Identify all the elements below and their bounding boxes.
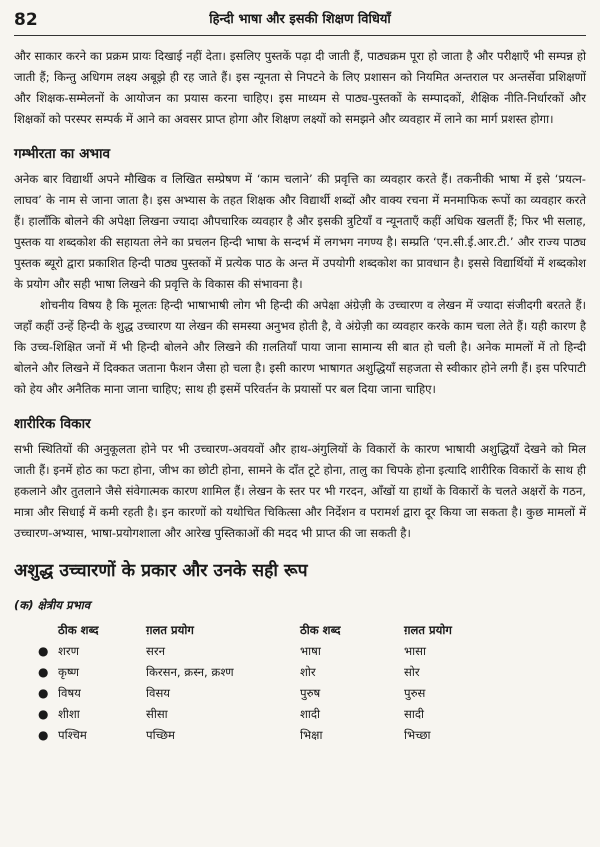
correct-word: शोर: [300, 665, 316, 679]
table-row: [14, 683, 586, 704]
physical-disorder-paragraph: सभी स्थितियों की अनुकूलता होने पर भी उच्चारण-अवयवों और हाथ-अंगुलियों के विकारों के कारण भाषायी अशुद्धियाँ देखने को मिल जाती हैं। इनमें होठ का फटा होना, जीभ का छोटी होना, सामने के दाँत टूटे होना, तालु का चिपके होना इत्यादि शारीरिक विकारों के साथ ही हकलाने और तुतलाने जैसे संवेगात्मक कारण शामिल हैं। लेखन के स्तर पर भी गरदन, आँखों या हाथों के विकारों के चलते अक्षरों के गठन, मात्रा और सिधाई में कमी रहती है। इन कारणों को यथोचित चिकित्सा और निर्देशन व परामर्श द्वारा दूर किया जा सकता है। कुछ मामलों में उच्चारण-अभ्यास, भाषा-प्रयोगशाला और आरेख पुस्तिकाओं की मदद भी प्राप्त की जा सकती है।: [14, 442, 587, 540]
seriousness-paragraph-1: अनेक बार विद्यार्थी अपने मौखिक व लिखित सम्प्रेषण में ‘काम चलाने’ की प्रवृत्ति का व्यवहार करते हैं। तकनीकी भाषा में इसे ‘प्रयत्न-लाघव’ के नाम से जाना जाता है। इस अभ्यास के तहत शिक्षक और विद्यार्थी शब्दों और वाक्य रचना में मनमाफिक रूपों का व्यवहार करते हैं। हालाँकि बोलने की अपेक्षा लिखना ज्यादा औपचारिक व्यवहार है और इसकी त्रुटियाँ व न्यूनताएँ कहीं अधिक खलतीं हैं; फिर भी सलाह, पुस्तक या शब्दकोश की सहायता लेने का प्रचलन हिन्दी भाषा के सन्दर्भ में लगभग नगण्य है। सम्प्रति ‘एन.सी.ई.आर.टी.’ और राज्य पाठ्य पुस्तक ब्यूरो द्वारा प्रकाशित हिन्दी पाठ्य पुस्तकों में प्रत्येक पाठ के अन्त में उपयोगी शब्दकोश का प्रावधान है। इससे विद्यार्थियों में शब्दकोश के प्रयोग और सही भाषा लिखने की प्रवृत्ति के विकास की संभावना है।: [14, 172, 586, 291]
incorrect-usage: पुरुस: [404, 686, 426, 700]
page-body: [14, 46, 586, 746]
subheading-regional-influence: (क) क्षेत्रीय प्रभाव: [14, 598, 91, 612]
table-row: [14, 704, 586, 725]
incorrect-usage: भिच्छा: [404, 728, 431, 742]
section-heading-physical-disorder: शारीरिक विकार: [14, 416, 91, 432]
page-number: 82: [14, 10, 38, 30]
correct-word: भाषा: [300, 644, 321, 658]
table-row: [14, 725, 586, 746]
correct-word: भिक्षा: [300, 728, 323, 742]
incorrect-usage: सादी: [404, 707, 424, 721]
incorrect-usage: सरन: [146, 644, 166, 658]
incorrect-usage: सीसा: [146, 707, 168, 721]
correct-word: पश्चिम: [58, 728, 87, 742]
column-header: ग़लत प्रयोग: [404, 623, 452, 637]
running-title: हिन्दी भाषा और इसकी शिक्षण विधियाँ: [209, 12, 391, 27]
word-correction-table: [14, 620, 586, 746]
incorrect-usage: किरसन, क्रस्न, क्रश्ण: [146, 665, 234, 679]
bullet-icon: ●: [38, 707, 49, 721]
correct-word: कृष्ण: [58, 665, 80, 679]
intro-paragraph: और साकार करने का प्रक्रम प्रायः दिखाई नहीं देता। इसलिए पुस्तकें पढ़ा दी जाती हैं, पाठ्यक्रम पूरा हो जाता है और परीक्षाएँ भी सम्पन्न हो जाती हैं; किन्तु अधिगम लक्ष्य अबूझे ही रह जाते हैं। इस न्यूनता से निपटने के लिए प्रशासन को नियमित अन्तराल पर अन्तर्सेवा प्रशिक्षणों और शिक्षक-सम्मेलनों के आयोजन का प्रयास करना चाहिए। इस माध्यम से पाठ्य-पुस्तकों के सम्पादकों, शैक्षिक नीति-निर्धारकों और शिक्षकों को परस्पर सम्पर्क में आने का अवसर प्राप्त होगा और शिक्षण लक्ष्यों को समझने और व्यवहार में लाने का मार्ग प्रशस्त होगा।: [14, 49, 586, 126]
bullet-icon: ●: [38, 686, 49, 700]
bullet-icon: ●: [38, 644, 49, 658]
page-header: [14, 8, 586, 34]
correct-word: शीशा: [58, 707, 80, 721]
table-row: [14, 641, 586, 662]
table-header-row: [14, 620, 586, 641]
section-heading-pronunciation-types: अशुद्ध उच्चारणों के प्रकार और उनके सही रूप: [14, 561, 308, 581]
table-row: [14, 662, 586, 683]
incorrect-usage: भासा: [404, 644, 426, 658]
correct-word: विषय: [58, 686, 81, 700]
seriousness-paragraph-2: शोचनीय विषय है कि मूलतः हिन्दी भाषाभाषी लोग भी हिन्दी की अपेक्षा अंग्रेज़ी के उच्चारण व लेखन में ज्यादा संजीदगी बरतते हैं। जहाँ कहीं उन्हें हिन्दी के शुद्ध उच्चारण या लेखन की समस्या अनुभव होती है, वे अंग्रेज़ी का व्यवहार करके काम चला लेते हैं। यही कारण है कि उच्च-शिक्षित जनों में भी हिन्दी बोलने और लिखने की ग़लतियाँ पाया जाना सामान्य सी बात हो चली है। अनेक मामलों में तो हिन्दी बोलने और लिखने में दिक्कत जताना फैशन जैसा हो चला है। इसी कारण भाषागत अशुद्धियाँ सहजता से स्वीकार होने लगी हैं। इस परिपाटी को हेय और अनैतिक माना जाना चाहिए; साथ ही इसमें परिवर्तन के प्रयासों पर बल दिया जाना चाहिए।: [14, 298, 586, 396]
header-rule: [14, 35, 586, 36]
column-header: ठीक शब्द: [58, 623, 99, 637]
correct-word: शादी: [300, 707, 321, 721]
column-header: ग़लत प्रयोग: [146, 623, 194, 637]
incorrect-usage: सोर: [404, 665, 420, 679]
incorrect-usage: विसय: [146, 686, 171, 700]
bullet-icon: ●: [38, 665, 49, 679]
section-heading-seriousness: गम्भीरता का अभाव: [14, 146, 111, 162]
column-header: ठीक शब्द: [300, 623, 341, 637]
bullet-icon: ●: [38, 728, 49, 742]
correct-word: पुरुष: [300, 686, 321, 700]
incorrect-usage: पच्छिम: [146, 728, 175, 742]
correct-word: शरण: [58, 644, 80, 658]
